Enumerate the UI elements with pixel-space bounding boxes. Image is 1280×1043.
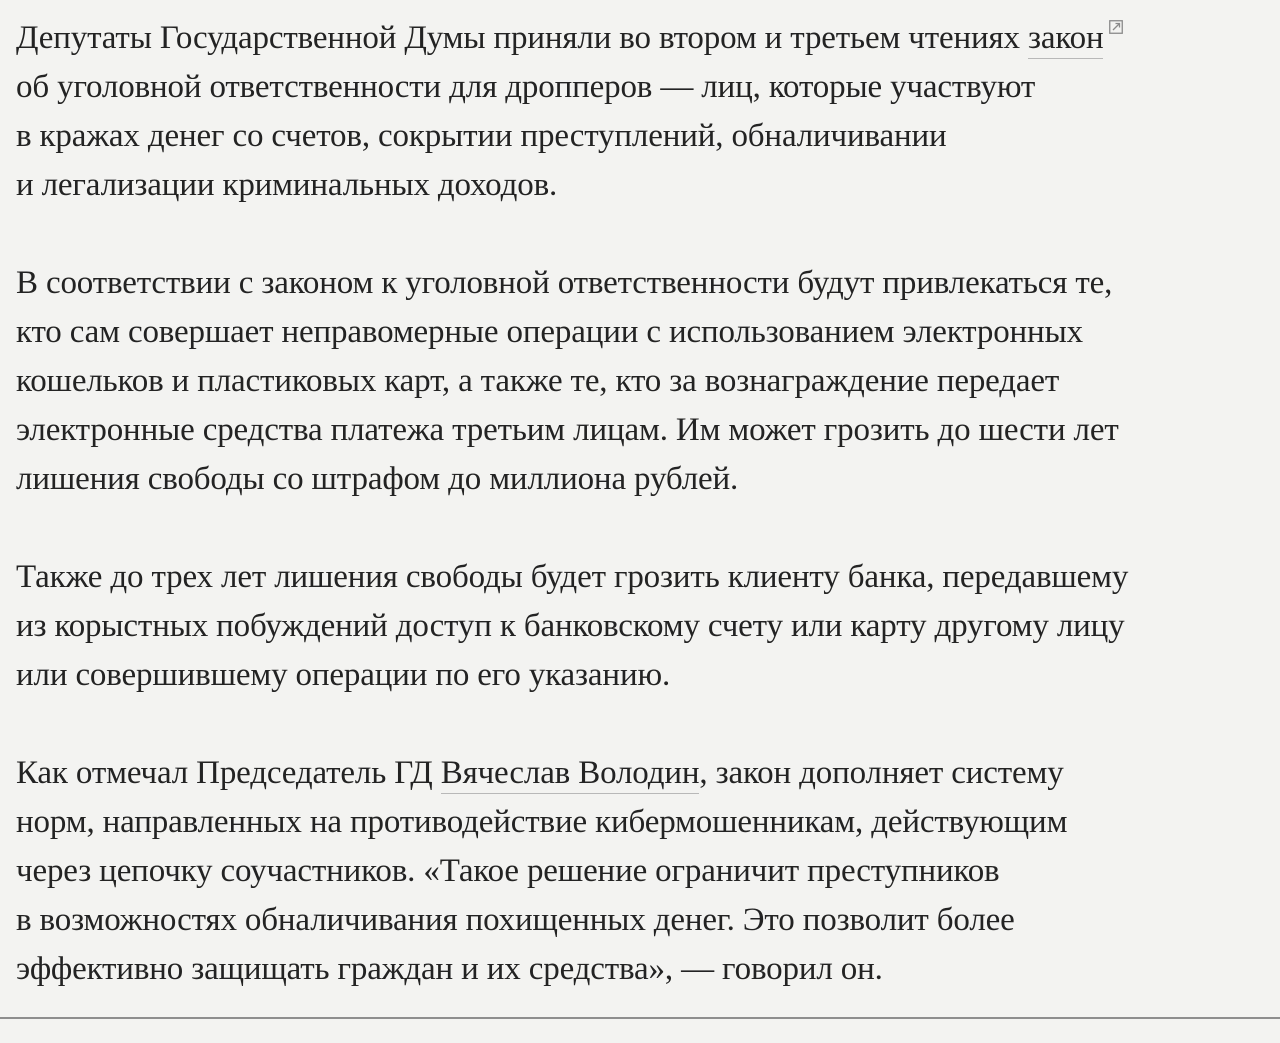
paragraph-4 [16, 749, 1268, 994]
paragraph-2 [16, 259, 1268, 504]
external-link-icon[interactable] [1109, 20, 1123, 34]
paragraph-line: электронные средства платежа третьим лицам. Им может грозить до шести лет [16, 412, 1119, 448]
paragraph-line: Также до трех лет лишения свободы будет грозить клиенту банка, передавшему [16, 559, 1129, 595]
paragraph-line: лишения свободы со штрафом до миллиона рублей. [16, 461, 739, 497]
paragraph-line: в возможностях обналичивания похищенных денег. Это позволит более [16, 902, 1015, 938]
paragraph-line: норм, направленных на противодействие кибермошенникам, действующим [16, 804, 1068, 840]
paragraph-line: в кражах денег со счетов, сокрытии преступлений, обналичивании [16, 118, 947, 154]
law-link[interactable]: закон [1028, 20, 1103, 59]
paragraph-1 [16, 14, 1268, 210]
paragraph-line: эффективно защищать граждан и их средства», — говорил он. [16, 951, 883, 987]
paragraph-3 [16, 553, 1268, 700]
line-text: , закон дополняет систему [699, 755, 1064, 791]
paragraph-line: об уголовной ответственности для дропперов — лиц, которые участвуют [16, 69, 1036, 105]
volodin-link[interactable]: Вячеслав Володин [441, 755, 700, 794]
paragraph-line: или совершившему операции по его указанию. [16, 657, 671, 693]
paragraph-line: кто сам совершает неправомерные операции с использованием электронных [16, 314, 1083, 350]
article-body [16, 14, 1268, 1043]
line-text: Депутаты Государственной Думы приняли во втором и третьем чтениях [16, 20, 1020, 56]
paragraph-line: через цепочку соучастников. «Такое решение ограничит преступников [16, 853, 1000, 889]
paragraph-line: из корыстных побуждений доступ к банковскому счету или карту другому лицу [16, 608, 1125, 644]
line-text: Как отмечал Председатель ГД [16, 755, 433, 791]
paragraph-line [16, 749, 1268, 798]
paragraph-line: и легализации криминальных доходов. [16, 167, 558, 203]
paragraph-line: кошельков и пластиковых карт, а также те, кто за вознаграждение передает [16, 363, 1060, 399]
paragraph-line: В соответствии с законом к уголовной ответственности будут привлекаться те, [16, 265, 1113, 301]
paragraph-line [16, 14, 1268, 63]
